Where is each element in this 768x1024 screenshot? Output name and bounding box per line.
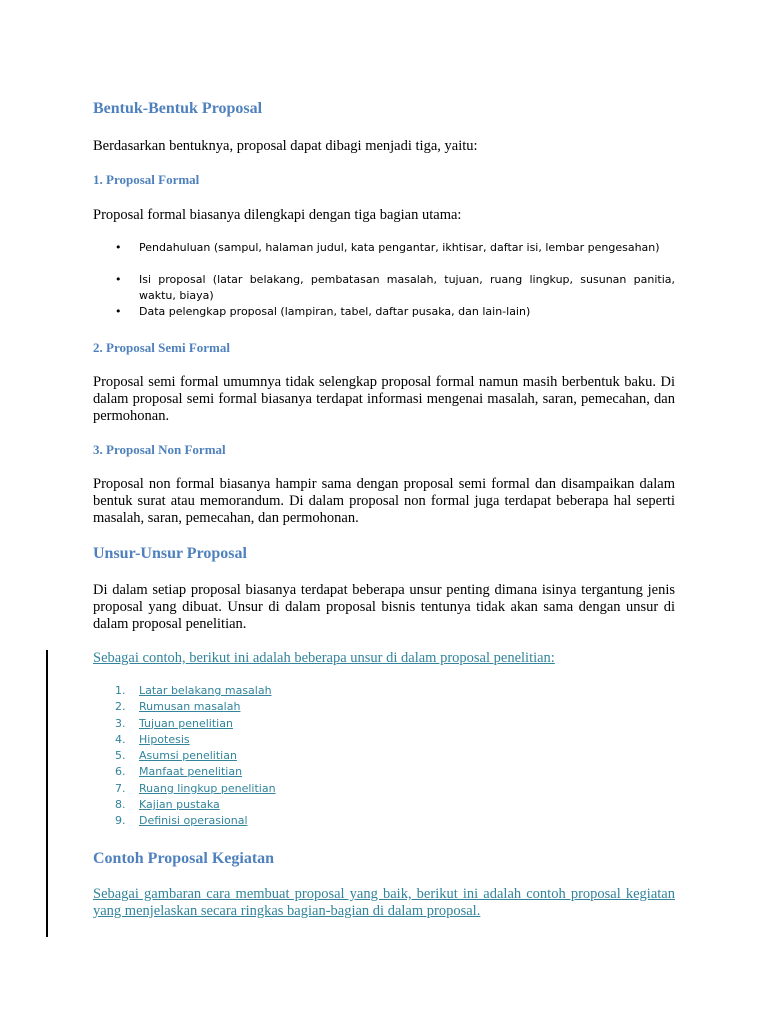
bullet-item [93,272,675,304]
section-title-bentuk-proposal: Bentuk-Bentuk Proposal [93,100,263,117]
list-item-link[interactable]: 9. Definisi operasional [115,814,248,828]
heading-proposal-semi-formal: 2. Proposal Semi Formal [93,340,230,355]
unsur-example-link[interactable]: Sebagai contoh, berikut ini adalah beberapa unsur di dalam proposal penelitian: [93,650,555,666]
section-title-unsur-proposal: Unsur-Unsur Proposal [93,545,247,562]
revision-change-bar [46,650,48,937]
bullet-text: Pendahuluan (sampul, halaman judul, kata pengantar, ikhtisar, daftar isi, lembar pengesahan) [139,241,660,254]
list-item [115,716,276,732]
bullet-icon: • [115,241,122,254]
list-item [115,699,276,715]
non-formal-body: Proposal non formal biasanya hampir sama dengan proposal semi formal dan disampaikan dalam bentuk surat atau memorandum. Di dalam proposal non formal juga terdapat beberapa hal seperti masalah, saran, pemecahan, dan permohonan. [93,476,675,526]
list-item-link[interactable]: 6. Manfaat penelitian [115,765,243,779]
bullet-icon: • [115,273,122,286]
heading-proposal-formal: 1. Proposal Formal [93,172,200,187]
list-item-link[interactable]: 3. Tujuan penelitian [115,716,233,730]
heading-proposal-non-formal: 3. Proposal Non Formal [93,442,226,457]
contoh-proposal-link[interactable]: Sebagai gambaran cara membuat proposal yang baik, berikut ini adalah contoh proposal kegiatan yang menjelaskan secara ringkas bagian-bagian di dalam proposal. [93,886,675,919]
bullet-item [93,304,675,320]
bullet-text: Isi proposal (latar belakang, pembatasan masalah, tujuan, ruang lingkup, susunan panitia, waktu, biaya) [139,273,675,302]
bullet-text: Data pelengkap proposal (lampiran, tabel, daftar pusaka, dan lain-lain) [139,305,531,318]
list-item [115,683,276,699]
formal-intro: Proposal formal biasanya dilengkapi dengan tiga bagian utama: [93,207,462,223]
list-item-link[interactable]: 5. Asumsi penelitian [115,749,237,763]
list-item-link[interactable]: 7. Ruang lingkup penelitian [115,781,276,795]
list-item [115,797,276,813]
unsur-body: Di dalam setiap proposal biasanya terdapat beberapa unsur penting dimana isinya tergantung jenis proposal yang dibuat. Unsur di dalam proposal bisnis tentunya tidak akan sama dengan unsur di dalam proposal penelitian. [93,582,675,632]
unsur-numbered-list [115,683,276,830]
list-item [115,748,276,764]
formal-bullet-list [93,240,675,320]
list-item [115,813,276,829]
section1-intro: Berdasarkan bentuknya, proposal dapat dibagi menjadi tiga, yaitu: [93,138,478,154]
bullet-icon: • [115,305,122,318]
list-item-link[interactable]: 8. Kajian pustaka [115,798,220,812]
bullet-item [93,240,675,272]
list-item-link[interactable]: 2. Rumusan masalah [115,700,241,714]
document-page [93,0,675,1024]
list-item-link[interactable]: 1. Latar belakang masalah [115,684,272,697]
list-item [115,781,276,797]
list-item [115,732,276,748]
list-item-link[interactable]: 4. Hipotesis [115,732,190,746]
semi-formal-body: Proposal semi formal umumnya tidak selengkap proposal formal namun masih berbentuk baku. Di dalam proposal semi formal biasanya terdapat informasi mengenai masalah, saran, pemecahan, dan permohonan. [93,374,675,424]
section-title-contoh-proposal: Contoh Proposal Kegiatan [93,850,275,867]
list-item [115,764,276,780]
